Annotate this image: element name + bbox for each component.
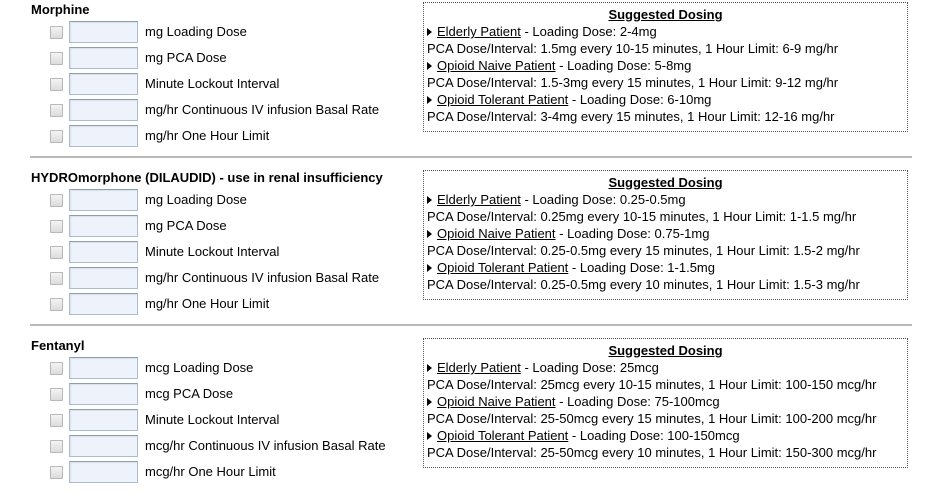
lockout-checkbox[interactable] [50, 246, 63, 259]
lockout-input[interactable] [69, 241, 138, 263]
dosing-pca-line: PCA Dose/Interval: 3-4mg every 15 minutes, 1 Hour Limit: 12-16 mg/hr [427, 109, 835, 124]
expand-triangle-icon[interactable] [427, 62, 432, 70]
dosing-pca-line: PCA Dose/Interval: 25-50mcg every 15 minutes, 1 Hour Limit: 100-200 mcg/hr [427, 411, 877, 426]
pca-dose-checkbox[interactable] [50, 388, 63, 401]
dosing-loading-line: Opioid Naive Patient - Loading Dose: 0.75-1mg [427, 225, 904, 242]
hour-limit-checkbox[interactable] [50, 466, 63, 479]
lockout-checkbox[interactable] [50, 414, 63, 427]
dosing-pca-line: PCA Dose/Interval: 0.25-0.5mg every 10 minutes, 1 Hour Limit: 1.5-3 mg/hr [427, 277, 860, 292]
section-title: Fentanyl [31, 338, 85, 353]
lockout-label: Minute Lockout Interval [145, 76, 280, 91]
patient-type-link[interactable]: Opioid Tolerant Patient [437, 260, 569, 275]
pca-dose-input[interactable] [69, 215, 138, 237]
expand-triangle-icon[interactable] [427, 432, 432, 440]
loading-dose-input[interactable] [69, 189, 138, 211]
patient-type-link[interactable]: Opioid Naive Patient [437, 394, 556, 409]
loading-dose-label: mg Loading Dose [145, 192, 247, 207]
pca-dose-label: mg PCA Dose [145, 218, 227, 233]
patient-type-link[interactable]: Opioid Naive Patient [437, 226, 556, 241]
lockout-checkbox[interactable] [50, 78, 63, 91]
suggested-dosing-title: Suggested Dosing [608, 343, 723, 358]
dosing-loading-line: Elderly Patient - Loading Dose: 25mcg [427, 359, 904, 376]
pca-dose-input[interactable] [69, 383, 138, 405]
dosing-loading-line: Opioid Tolerant Patient - Loading Dose: 100-150mcg [427, 427, 904, 444]
basal-rate-input[interactable] [69, 435, 138, 457]
basal-rate-label: mcg/hr Continuous IV infusion Basal Rate [145, 438, 386, 453]
loading-dose-input[interactable] [69, 21, 138, 43]
suggested-dosing-box [423, 338, 908, 468]
patient-type-link[interactable]: Elderly Patient [437, 360, 521, 375]
loading-dose-checkbox[interactable] [50, 26, 63, 39]
basal-rate-checkbox[interactable] [50, 440, 63, 453]
dosing-pca-line: PCA Dose/Interval: 25mcg every 10-15 minutes, 1 Hour Limit: 100-150 mcg/hr [427, 377, 877, 392]
patient-type-link[interactable]: Opioid Tolerant Patient [437, 92, 569, 107]
lockout-input[interactable] [69, 409, 138, 431]
dosing-loading-line: Opioid Naive Patient - Loading Dose: 5-8mg [427, 57, 904, 74]
hour-limit-input[interactable] [69, 125, 138, 147]
basal-rate-input[interactable] [69, 267, 138, 289]
basal-rate-label: mg/hr Continuous IV infusion Basal Rate [145, 270, 380, 285]
expand-triangle-icon[interactable] [427, 264, 432, 272]
dosing-loading-line: Opioid Naive Patient - Loading Dose: 75-100mcg [427, 393, 904, 410]
dosing-pca-line: PCA Dose/Interval: 0.25mg every 10-15 minutes, 1 Hour Limit: 1-1.5 mg/hr [427, 209, 857, 224]
hour-limit-checkbox[interactable] [50, 298, 63, 311]
expand-triangle-icon[interactable] [427, 28, 432, 36]
hour-limit-checkbox[interactable] [50, 130, 63, 143]
hour-limit-label: mg/hr One Hour Limit [145, 296, 270, 311]
dosing-pca-line: PCA Dose/Interval: 1.5mg every 10-15 minutes, 1 Hour Limit: 6-9 mg/hr [427, 41, 839, 56]
suggested-dosing-title: Suggested Dosing [608, 175, 723, 190]
dosing-loading-line: Elderly Patient - Loading Dose: 0.25-0.5mg [427, 191, 904, 208]
hour-limit-label: mg/hr One Hour Limit [145, 128, 270, 143]
dosing-loading-line: Opioid Tolerant Patient - Loading Dose: 1-1.5mg [427, 259, 904, 276]
basal-rate-label: mg/hr Continuous IV infusion Basal Rate [145, 102, 380, 117]
hour-limit-label: mcg/hr One Hour Limit [145, 464, 276, 479]
pca-dose-label: mcg PCA Dose [145, 386, 234, 401]
loading-dose-input[interactable] [69, 357, 138, 379]
expand-triangle-icon[interactable] [427, 398, 432, 406]
pca-dose-input[interactable] [69, 47, 138, 69]
loading-dose-checkbox[interactable] [50, 194, 63, 207]
basal-rate-checkbox[interactable] [50, 272, 63, 285]
dosing-pca-line: PCA Dose/Interval: 25-50mcg every 10 minutes, 1 Hour Limit: 150-300 mcg/hr [427, 445, 877, 460]
loading-dose-label: mcg Loading Dose [145, 360, 254, 375]
patient-type-link[interactable]: Elderly Patient [437, 24, 521, 39]
suggested-dosing-box [423, 2, 908, 132]
loading-dose-label: mg Loading Dose [145, 24, 247, 39]
patient-type-link[interactable]: Elderly Patient [437, 192, 521, 207]
lockout-input[interactable] [69, 73, 138, 95]
basal-rate-input[interactable] [69, 99, 138, 121]
hour-limit-input[interactable] [69, 461, 138, 483]
pca-dose-checkbox[interactable] [50, 52, 63, 65]
lockout-label: Minute Lockout Interval [145, 244, 280, 259]
section-title: Morphine [31, 2, 90, 17]
basal-rate-checkbox[interactable] [50, 104, 63, 117]
pca-dose-checkbox[interactable] [50, 220, 63, 233]
expand-triangle-icon[interactable] [427, 230, 432, 238]
expand-triangle-icon[interactable] [427, 364, 432, 372]
patient-type-link[interactable]: Opioid Tolerant Patient [437, 428, 569, 443]
dosing-loading-line: Elderly Patient - Loading Dose: 2-4mg [427, 23, 904, 40]
section-title: HYDROmorphone (DILAUDID) - use in renal insufficiency [31, 170, 383, 185]
expand-triangle-icon[interactable] [427, 96, 432, 104]
section-divider [30, 324, 912, 326]
patient-type-link[interactable]: Opioid Naive Patient [437, 58, 556, 73]
section-divider [30, 156, 912, 158]
suggested-dosing-box [423, 170, 908, 300]
dosing-loading-line: Opioid Tolerant Patient - Loading Dose: 6-10mg [427, 91, 904, 108]
dosing-pca-line: PCA Dose/Interval: 0.25-0.5mg every 15 minutes, 1 Hour Limit: 1.5-2 mg/hr [427, 243, 860, 258]
lockout-label: Minute Lockout Interval [145, 412, 280, 427]
suggested-dosing-title: Suggested Dosing [608, 7, 723, 22]
loading-dose-checkbox[interactable] [50, 362, 63, 375]
expand-triangle-icon[interactable] [427, 196, 432, 204]
hour-limit-input[interactable] [69, 293, 138, 315]
pca-dose-label: mg PCA Dose [145, 50, 227, 65]
dosing-pca-line: PCA Dose/Interval: 1.5-3mg every 15 minutes, 1 Hour Limit: 9-12 mg/hr [427, 75, 839, 90]
